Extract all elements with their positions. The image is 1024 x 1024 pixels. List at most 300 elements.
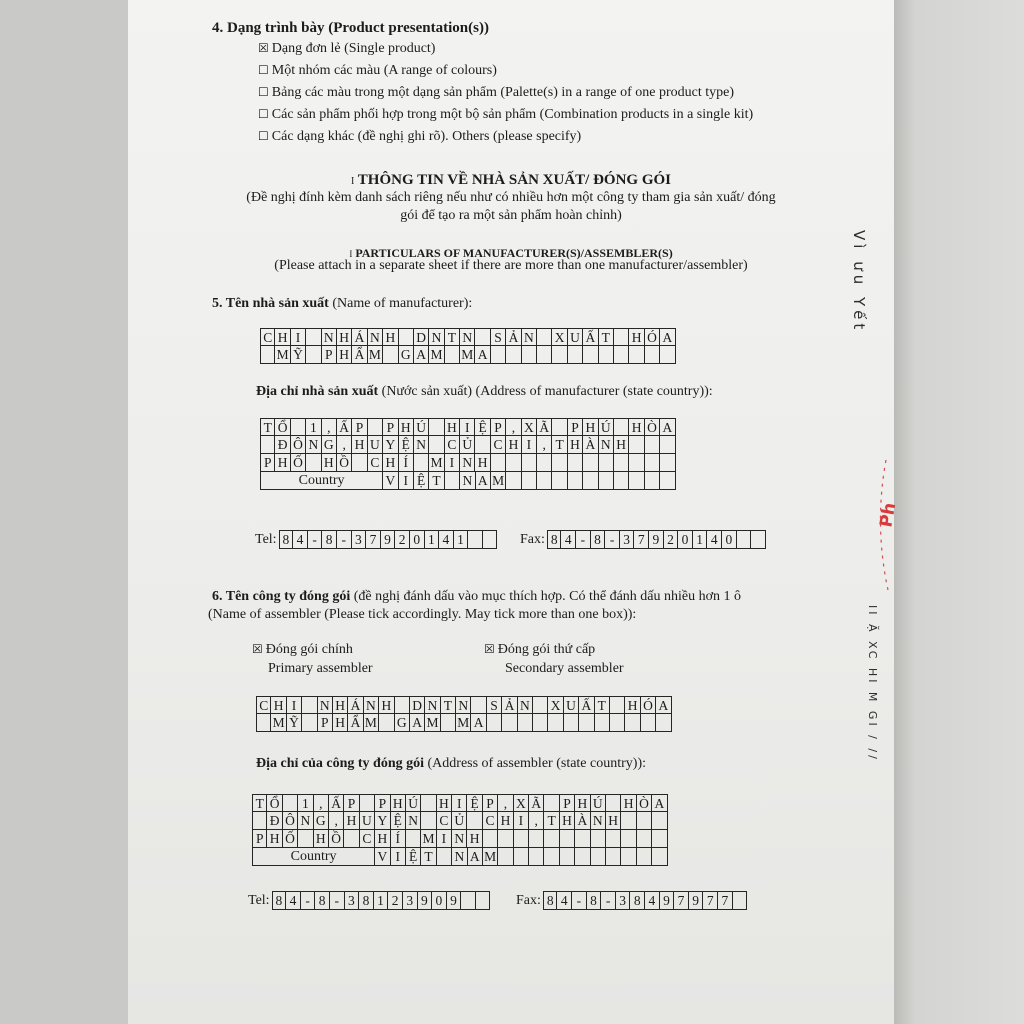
grid-cell	[575, 830, 590, 848]
grid-cell: H	[383, 328, 398, 346]
grid-cell	[529, 848, 544, 866]
grid-cell: Ã	[529, 794, 544, 812]
grid-cell	[421, 812, 436, 830]
grid-cell	[537, 346, 552, 364]
grid-cell	[498, 848, 513, 866]
phone-digit-cell: 4	[707, 530, 722, 549]
phone-digit-cell: 7	[703, 891, 718, 910]
grid-cell: H	[498, 812, 513, 830]
grid-cell	[475, 436, 490, 454]
section6-title: 6. Tên công ty đóng gói (đề nghị đánh dấu vào mục thích hợp. Có thể đánh dấu nhiều hơn 1 ô	[212, 589, 742, 604]
grid-cell: ,	[498, 794, 513, 812]
grid-cell: P	[483, 794, 498, 812]
grid-cell	[445, 346, 460, 364]
grid-cell: ,	[329, 812, 344, 830]
phone-digit-cell: 9	[660, 891, 675, 910]
grid-cell: H	[275, 454, 290, 472]
grid-cell: H	[629, 418, 644, 436]
phone-digit-cell: 3	[352, 530, 367, 549]
grid-cell: Ệ	[467, 794, 482, 812]
grid-cell: X	[548, 696, 563, 714]
grid-cell: I	[522, 436, 537, 454]
grid-cell: A	[410, 714, 425, 732]
grid-cell: C	[445, 436, 460, 454]
grid-cell: C	[368, 454, 383, 472]
grid-cell: V	[383, 472, 398, 490]
grid-cell	[564, 714, 579, 732]
grid-cell: T	[445, 328, 460, 346]
grid-cell: Ú	[406, 794, 421, 812]
desk-background	[892, 0, 1024, 1024]
phone-digit-cell	[476, 891, 491, 910]
grid-cell	[599, 472, 614, 490]
grid-cell	[491, 346, 506, 364]
grid-cell: P	[568, 418, 583, 436]
grid-cell: N	[456, 696, 471, 714]
phone-digit-cell: 0	[722, 530, 737, 549]
grid-cell	[614, 346, 629, 364]
grid-cell: Ấ	[329, 794, 344, 812]
grid-cell: I	[437, 830, 452, 848]
assembler-fax	[516, 891, 747, 910]
phone-digit-cell	[751, 530, 766, 549]
grid-cell: Ẩ	[352, 346, 367, 364]
grid-cell: M	[271, 714, 286, 732]
grid-cell: N	[460, 328, 475, 346]
grid-cell	[610, 696, 625, 714]
grid-cell: U	[568, 328, 583, 346]
phone-digit-cell: -	[576, 530, 591, 549]
grid-cell	[560, 830, 575, 848]
grid-cell: N	[414, 436, 429, 454]
checkbox-icon: ☐	[258, 63, 269, 77]
grid-cell: A	[414, 346, 429, 364]
grid-cell	[660, 454, 675, 472]
grid-cell	[360, 794, 375, 812]
grid-cell	[645, 472, 660, 490]
grid-cell: Ó	[645, 328, 660, 346]
grid-cell: Đ	[267, 812, 282, 830]
grid-cell: N	[599, 436, 614, 454]
grid-cell: S	[487, 696, 502, 714]
grid-cell	[583, 454, 598, 472]
grid-cell	[625, 714, 640, 732]
grid-cell	[552, 418, 567, 436]
grid-cell	[445, 472, 460, 490]
phone-digit-cell: 8	[279, 530, 294, 549]
grid-cell: C	[491, 436, 506, 454]
manufacturer-fax	[520, 530, 766, 549]
grid-cell	[575, 848, 590, 866]
grid-cell	[498, 830, 513, 848]
grid-cell: P	[252, 830, 267, 848]
grid-cell: H	[322, 454, 337, 472]
grid-cell: Ệ	[399, 436, 414, 454]
phone-label: Fax:	[516, 892, 541, 908]
grid-cell: H	[437, 794, 452, 812]
margin-handwriting: Vì ưu Yết	[850, 230, 868, 334]
grid-cell: P	[383, 418, 398, 436]
phone-digit-cell: 4	[293, 530, 308, 549]
grid-cell: N	[452, 830, 467, 848]
grid-cell: H	[333, 696, 348, 714]
grid-cell	[506, 454, 521, 472]
grid-row	[260, 454, 676, 472]
phone-digit-cell	[461, 891, 476, 910]
phone-label: Tel:	[248, 892, 270, 908]
grid-cell: H	[560, 812, 575, 830]
grid-cell	[599, 454, 614, 472]
grid-cell	[579, 714, 594, 732]
grid-cell	[621, 848, 636, 866]
grid-cell: H	[629, 328, 644, 346]
checkbox-icon: ☐	[258, 85, 269, 99]
grid-cell	[637, 812, 652, 830]
grid-cell: N	[460, 454, 475, 472]
grid-cell: A	[468, 848, 483, 866]
grid-cell: Ệ	[414, 472, 429, 490]
phone-digit-cell: 8	[359, 891, 374, 910]
grid-cell: Đ	[275, 436, 290, 454]
section4-option	[258, 128, 581, 145]
grid-cell	[256, 714, 271, 732]
phone-digit-cell: 2	[395, 530, 410, 549]
grid-cell: N	[368, 328, 383, 346]
grid-cell	[487, 714, 502, 732]
section6-address-title: Địa chỉ của công ty đóng gói (Address of assembler (state country)):	[256, 756, 646, 771]
grid-cell	[379, 714, 394, 732]
grid-cell: Ã	[537, 418, 552, 436]
grid-cell: A	[660, 328, 675, 346]
grid-cell: A	[475, 346, 490, 364]
phone-digit-cell: 4	[286, 891, 301, 910]
grid-cell	[395, 696, 410, 714]
grid-cell: X	[552, 328, 567, 346]
grid-cell: Y	[375, 812, 390, 830]
grid-cell	[621, 830, 636, 848]
grid-cell	[614, 328, 629, 346]
grid-cell: 1	[298, 794, 313, 812]
grid-cell: Ố	[291, 454, 306, 472]
grid-cell	[441, 714, 456, 732]
grid-cell	[298, 830, 313, 848]
grid-cell	[660, 436, 675, 454]
grid-cell	[291, 418, 306, 436]
grid-cell: I	[399, 472, 414, 490]
phone-digit-cell	[733, 891, 748, 910]
grid-row	[252, 830, 668, 848]
grid-cell: Ô	[291, 436, 306, 454]
phone-digit-cell: 1	[454, 530, 469, 549]
grid-cell: N	[318, 696, 333, 714]
grid-cell: H	[568, 436, 583, 454]
grid-cell: H	[399, 418, 414, 436]
phone-digit-cell: -	[601, 891, 616, 910]
grid-cell: N	[298, 812, 313, 830]
grid-cell: G	[399, 346, 414, 364]
grid-cell	[514, 848, 529, 866]
grid-cell: H	[583, 418, 598, 436]
grid-cell: H	[445, 418, 460, 436]
grid-cell	[645, 346, 660, 364]
grid-cell	[544, 830, 559, 848]
grid-cell: X	[522, 418, 537, 436]
grid-row	[252, 794, 668, 812]
grid-cell: Ệ	[475, 418, 490, 436]
grid-cell	[614, 454, 629, 472]
grid-cell	[437, 848, 452, 866]
assembler-tel	[248, 891, 490, 910]
grid-cell	[383, 346, 398, 364]
checkbox-icon: ☒	[258, 41, 269, 55]
grid-cell	[660, 346, 675, 364]
grid-cell	[645, 454, 660, 472]
grid-cell	[599, 346, 614, 364]
grid-cell: P	[491, 418, 506, 436]
grid-cell: C	[483, 812, 498, 830]
manufacturer-header-vn: I THÔNG TIN VỀ NHÀ SẢN XUẤT/ ĐÓNG GÓI	[350, 172, 672, 188]
phone-digit-cell: 9	[649, 530, 664, 549]
grid-cell: ,	[506, 418, 521, 436]
phone-digit-cell: 3	[616, 891, 631, 910]
grid-cell: Ổ	[267, 794, 282, 812]
grid-cell: Ú	[414, 418, 429, 436]
grid-cell: T	[599, 328, 614, 346]
grid-cell: N	[322, 328, 337, 346]
phone-digit-cell: 1	[693, 530, 708, 549]
assembler-address-grid	[252, 794, 668, 866]
grid-cell	[533, 696, 548, 714]
grid-cell: T	[544, 812, 559, 830]
grid-cell: P	[322, 346, 337, 364]
grid-cell	[614, 418, 629, 436]
grid-cell: M	[460, 346, 475, 364]
grid-cell	[645, 436, 660, 454]
grid-cell	[518, 714, 533, 732]
section4-title: 4. Dạng trình bày (Product presentation(s))	[212, 20, 489, 36]
grid-cell: M	[275, 346, 290, 364]
grid-cell: N	[452, 848, 467, 866]
grid-cell	[406, 830, 421, 848]
phone-digit-cell: -	[337, 530, 352, 549]
phone-digit-cell	[483, 530, 498, 549]
grid-cell: Ú	[591, 794, 606, 812]
section4-option	[258, 106, 753, 123]
red-stamp-mark: Ph	[876, 501, 901, 529]
grid-cell: D	[410, 696, 425, 714]
grid-cell: U	[368, 436, 383, 454]
grid-cell: M	[456, 714, 471, 732]
phone-digit-cell: 8	[315, 891, 330, 910]
grid-cell	[606, 830, 621, 848]
manufacturer-tel	[255, 530, 497, 549]
grid-cell: I	[452, 794, 467, 812]
grid-cell: N	[306, 436, 321, 454]
phone-digit-cell: 3	[345, 891, 360, 910]
manufacturer-note-en: (Please attach in a separate sheet if there are more than one manufacturer/assembler)	[274, 258, 748, 273]
grid-cell	[502, 714, 517, 732]
phone-digit-cell: 2	[388, 891, 403, 910]
phone-digit-cell: 1	[374, 891, 389, 910]
grid-cell: N	[460, 472, 475, 490]
grid-cell	[652, 812, 667, 830]
grid-cell: N	[429, 328, 444, 346]
phone-digit-cell: 0	[678, 530, 693, 549]
grid-cell: Ồ	[329, 830, 344, 848]
grid-cell	[483, 830, 498, 848]
grid-cell: I	[514, 812, 529, 830]
grid-cell	[614, 472, 629, 490]
grid-cell: U	[564, 696, 579, 714]
grid-cell: 1	[306, 418, 321, 436]
grid-cell: A	[476, 472, 491, 490]
grid-cell: D	[414, 328, 429, 346]
grid-cell	[568, 472, 583, 490]
grid-cell: H	[352, 436, 367, 454]
grid-cell	[537, 328, 552, 346]
grid-cell: M	[429, 346, 444, 364]
margin-side-text: II Ặ XC HI M GI / //	[866, 605, 879, 762]
grid-cell: G	[314, 812, 329, 830]
grid-cell: Ả	[506, 328, 521, 346]
grid-cell: C	[360, 830, 375, 848]
grid-cell: T	[429, 472, 444, 490]
grid-cell: I	[391, 848, 406, 866]
secondary-assembler-en: Secondary assembler	[505, 661, 624, 676]
phone-digit-cell: -	[605, 530, 620, 549]
grid-cell: A	[660, 418, 675, 436]
grid-cell	[306, 454, 321, 472]
grid-cell: H	[337, 346, 352, 364]
grid-cell: T	[252, 794, 267, 812]
phone-digit-cell: 8	[587, 891, 602, 910]
grid-cell	[656, 714, 671, 732]
grid-cell	[491, 454, 506, 472]
grid-cell: Ấ	[337, 418, 352, 436]
section5-address-title: Địa chỉ nhà sản xuất (Nước sản xuất) (Address of manufacturer (state country)):	[256, 384, 713, 399]
grid-cell	[629, 346, 644, 364]
grid-cell	[514, 830, 529, 848]
grid-cell: H	[275, 328, 290, 346]
grid-cell: S	[491, 328, 506, 346]
grid-cell	[421, 794, 436, 812]
grid-cell	[260, 436, 275, 454]
grid-cell	[652, 848, 667, 866]
grid-cell	[522, 346, 537, 364]
phone-digit-cell: 9	[447, 891, 462, 910]
grid-cell: I	[460, 418, 475, 436]
grid-cell	[302, 696, 317, 714]
phone-digit-cell: 4	[557, 891, 572, 910]
grid-cell	[606, 848, 621, 866]
phone-digit-cell	[468, 530, 483, 549]
grid-cell: X	[514, 794, 529, 812]
grid-cell: I	[291, 328, 306, 346]
grid-cell	[399, 328, 414, 346]
secondary-checkbox-icon: ☒	[484, 642, 495, 656]
grid-cell: A	[471, 714, 486, 732]
grid-row	[260, 436, 676, 454]
grid-cell: T	[552, 436, 567, 454]
grid-cell	[429, 418, 444, 436]
phone-digit-cell: 7	[634, 530, 649, 549]
grid-cell: Ú	[599, 418, 614, 436]
grid-row	[260, 418, 676, 436]
grid-cell: Ủ	[452, 812, 467, 830]
grid-cell: A	[652, 794, 667, 812]
grid-cell: M	[429, 454, 444, 472]
grid-cell: M	[364, 714, 379, 732]
grid-cell: I	[287, 696, 302, 714]
grid-cell: Ổ	[275, 418, 290, 436]
primary-assembler-en: Primary assembler	[268, 661, 373, 676]
grid-cell	[506, 472, 521, 490]
grid-cell: U	[360, 812, 375, 830]
grid-cell	[568, 454, 583, 472]
phone-digit-cell: 9	[689, 891, 704, 910]
grid-cell: N	[364, 696, 379, 714]
grid-cell	[414, 454, 429, 472]
grid-cell: Ó	[641, 696, 656, 714]
grid-cell: N	[425, 696, 440, 714]
grid-cell: H	[391, 794, 406, 812]
grid-cell: T	[260, 418, 275, 436]
grid-cell: H	[475, 454, 490, 472]
section4-option	[258, 40, 435, 57]
grid-cell	[606, 794, 621, 812]
grid-cell: P	[375, 794, 390, 812]
phone-digit-cell: 3	[403, 891, 418, 910]
grid-cell: ,	[537, 436, 552, 454]
grid-cell: H	[625, 696, 640, 714]
grid-cell: H	[344, 812, 359, 830]
phone-digit-cell: 4	[439, 530, 454, 549]
country-row	[252, 848, 668, 866]
grid-cell	[568, 346, 583, 364]
grid-cell: P	[352, 418, 367, 436]
grid-cell	[552, 346, 567, 364]
grid-cell	[629, 454, 644, 472]
grid-cell	[368, 418, 383, 436]
option-label: Các sản phẩm phối hợp trong một bộ sản phẩm (Combination products in a single kit)	[271, 107, 754, 122]
grid-cell: Ẩ	[348, 714, 363, 732]
grid-cell: H	[379, 696, 394, 714]
grid-cell	[306, 328, 321, 346]
phone-digit-cell: 8	[547, 530, 562, 549]
document-page	[128, 0, 894, 1024]
grid-cell	[537, 454, 552, 472]
phone-digit-cell: -	[572, 891, 587, 910]
grid-cell	[637, 830, 652, 848]
assembler-name-grid	[256, 696, 672, 732]
grid-cell	[544, 794, 559, 812]
phone-digit-cell: 8	[630, 891, 645, 910]
phone-label: Fax:	[520, 531, 545, 547]
phone-digit-cell: -	[308, 530, 323, 549]
grid-cell: C	[256, 696, 271, 714]
grid-cell: H	[314, 830, 329, 848]
phone-digit-cell: 0	[410, 530, 425, 549]
phone-digit-cell: 8	[272, 891, 287, 910]
grid-cell: ,	[337, 436, 352, 454]
option-label: Các dạng khác (đề nghị ghi rõ). Others (please specify)	[271, 129, 582, 144]
phone-digit-cell: 4	[561, 530, 576, 549]
grid-cell: H	[467, 830, 482, 848]
grid-cell: Í	[391, 830, 406, 848]
grid-cell	[583, 472, 598, 490]
grid-cell: M	[368, 346, 383, 364]
grid-cell	[629, 472, 644, 490]
